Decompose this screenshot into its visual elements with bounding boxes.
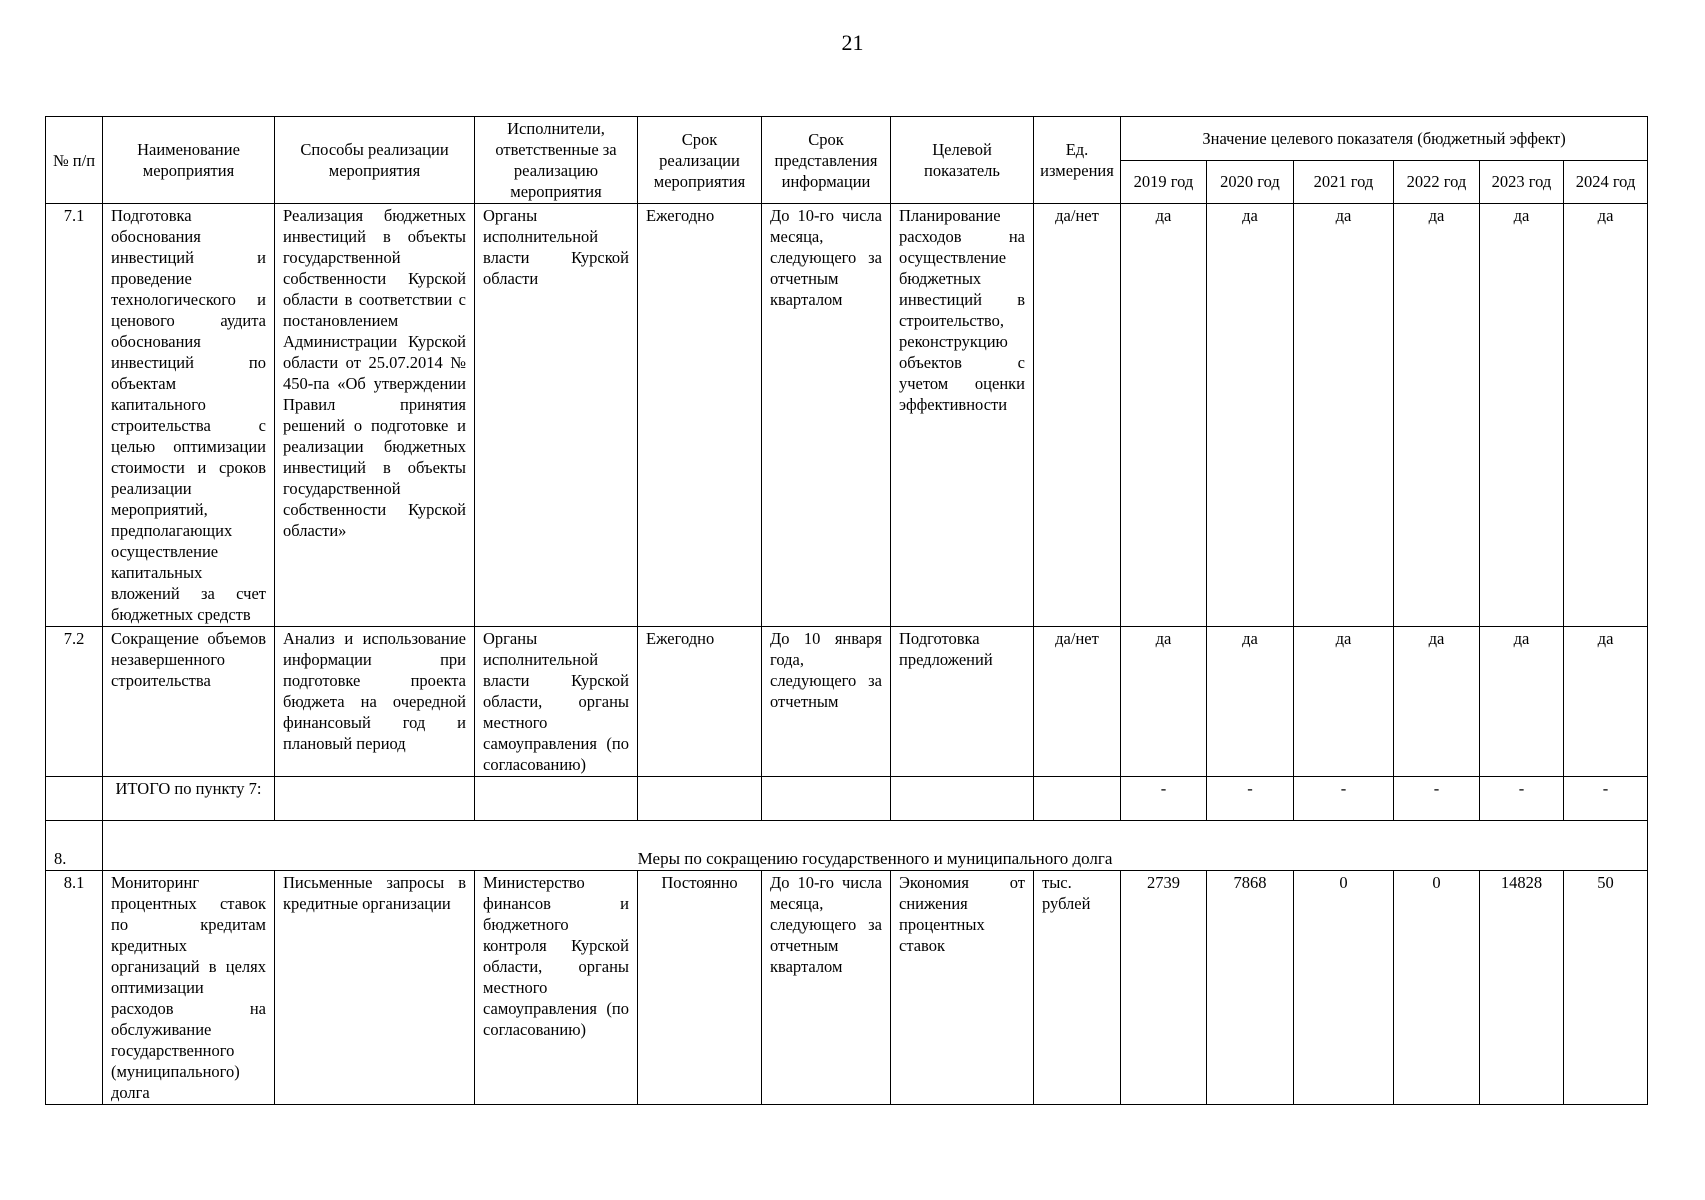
total-row	[46, 777, 1648, 821]
row-value: да	[1294, 627, 1394, 777]
row-value: да	[1480, 204, 1564, 627]
row-term: Ежегодно	[638, 204, 762, 627]
row-info-term: До 10 января года, следующего за отчетным	[762, 627, 891, 777]
row-value: да	[1480, 627, 1564, 777]
row-value: да	[1121, 627, 1207, 777]
row-methods: Реализация бюджетных инвестиций в объекты государственной собственности Курской области в соответствии с постановлением Администрации Курской области от 25.07.2014 № 450-па «Об утверждении Правил принятия решений о подготовке и реализации бюджетных инвестиций в объекты государственной собственности Курской области»	[275, 204, 475, 627]
table-row	[46, 871, 1648, 1105]
total-value: -	[1480, 777, 1564, 821]
table-row	[46, 627, 1648, 777]
table-row	[46, 204, 1648, 627]
total-value: -	[1394, 777, 1480, 821]
section-row	[46, 821, 1648, 871]
row-value: да	[1207, 204, 1294, 627]
row-value: да	[1394, 204, 1480, 627]
row-value: да	[1564, 627, 1648, 777]
row-term: Постоянно	[638, 871, 762, 1105]
row-unit: да/нет	[1034, 627, 1121, 777]
total-value: -	[1564, 777, 1648, 821]
header-value-group: Значение целевого показателя (бюджетный эффект)	[1121, 117, 1648, 161]
row-value: 0	[1294, 871, 1394, 1105]
row-value: да	[1121, 204, 1207, 627]
header-methods: Способы реализации мероприятия	[275, 117, 475, 204]
row-name: Подготовка обоснования инвестиций и проведение технологического и ценового аудита обоснования инвестиций по объектам капитального строительства с целью оптимизации стоимости и сроков реализации мероприятий, предполагающих осуществление капитальных вложений за счет бюджетных средств	[103, 204, 275, 627]
row-unit: тыс. рублей	[1034, 871, 1121, 1105]
row-methods: Анализ и использование информации при подготовке проекта бюджета на очередной финансовый год и плановый период	[275, 627, 475, 777]
row-name: Мониторинг процентных ставок по кредитам кредитных организаций в целях оптимизации расходов на обслуживание государственного (муниципального) долга	[103, 871, 275, 1105]
row-value: 14828	[1480, 871, 1564, 1105]
row-target: Экономия от снижения процентных ставок	[891, 871, 1034, 1105]
row-executors: Органы исполнительной власти Курской области, органы местного самоуправления (по согласованию)	[475, 627, 638, 777]
header-row-1	[46, 117, 1648, 161]
row-term: Ежегодно	[638, 627, 762, 777]
header-target: Целевой показатель	[891, 117, 1034, 204]
header-year: 2019 год	[1121, 160, 1207, 204]
header-name: Наименование мероприятия	[103, 117, 275, 204]
header-year: 2022 год	[1394, 160, 1480, 204]
section-title: Меры по сокращению государственного и муниципального долга	[103, 821, 1648, 871]
empty-cell	[891, 777, 1034, 821]
row-name: Сокращение объемов незавершенного строительства	[103, 627, 275, 777]
row-value: 7868	[1207, 871, 1294, 1105]
row-methods: Письменные запросы в кредитные организации	[275, 871, 475, 1105]
empty-cell	[475, 777, 638, 821]
page-number: 21	[841, 30, 864, 55]
row-target: Планирование расходов на осуществление бюджетных инвестиций в строительство, реконструкцию объектов с учетом оценки эффективности	[891, 204, 1034, 627]
header-unit: Ед. измерения	[1034, 117, 1121, 204]
row-executors: Органы исполнительной власти Курской области	[475, 204, 638, 627]
row-value: 50	[1564, 871, 1648, 1105]
header-year: 2020 год	[1207, 160, 1294, 204]
header-num: № п/п	[46, 117, 103, 204]
header-executors: Исполнители, ответственные за реализацию мероприятия	[475, 117, 638, 204]
header-year: 2021 год	[1294, 160, 1394, 204]
row-target: Подготовка предложений	[891, 627, 1034, 777]
empty-cell	[1034, 777, 1121, 821]
total-num-cell	[46, 777, 103, 821]
total-value: -	[1121, 777, 1207, 821]
empty-cell	[762, 777, 891, 821]
row-info-term: До 10-го числа месяца, следующего за отчетным кварталом	[762, 204, 891, 627]
row-value: 2739	[1121, 871, 1207, 1105]
header-term: Срок реализации мероприятия	[638, 117, 762, 204]
row-executors: Министерство финансов и бюджетного контроля Курской области, органы местного самоуправления (по согласованию)	[475, 871, 638, 1105]
total-value: -	[1207, 777, 1294, 821]
header-year: 2023 год	[1480, 160, 1564, 204]
total-label: ИТОГО по пункту 7:	[103, 777, 275, 821]
row-value: да	[1564, 204, 1648, 627]
row-unit: да/нет	[1034, 204, 1121, 627]
row-num: 8.1	[46, 871, 103, 1105]
row-value: да	[1394, 627, 1480, 777]
row-info-term: До 10-го числа месяца, следующего за отчетным кварталом	[762, 871, 891, 1105]
row-num: 7.1	[46, 204, 103, 627]
header-year: 2024 год	[1564, 160, 1648, 204]
row-value: 0	[1394, 871, 1480, 1105]
empty-cell	[638, 777, 762, 821]
total-value: -	[1294, 777, 1394, 821]
header-info-term: Срок представления информации	[762, 117, 891, 204]
section-number: 8.	[46, 821, 103, 871]
row-value: да	[1207, 627, 1294, 777]
measures-table	[45, 116, 1648, 1105]
row-num: 7.2	[46, 627, 103, 777]
empty-cell	[275, 777, 475, 821]
row-value: да	[1294, 204, 1394, 627]
